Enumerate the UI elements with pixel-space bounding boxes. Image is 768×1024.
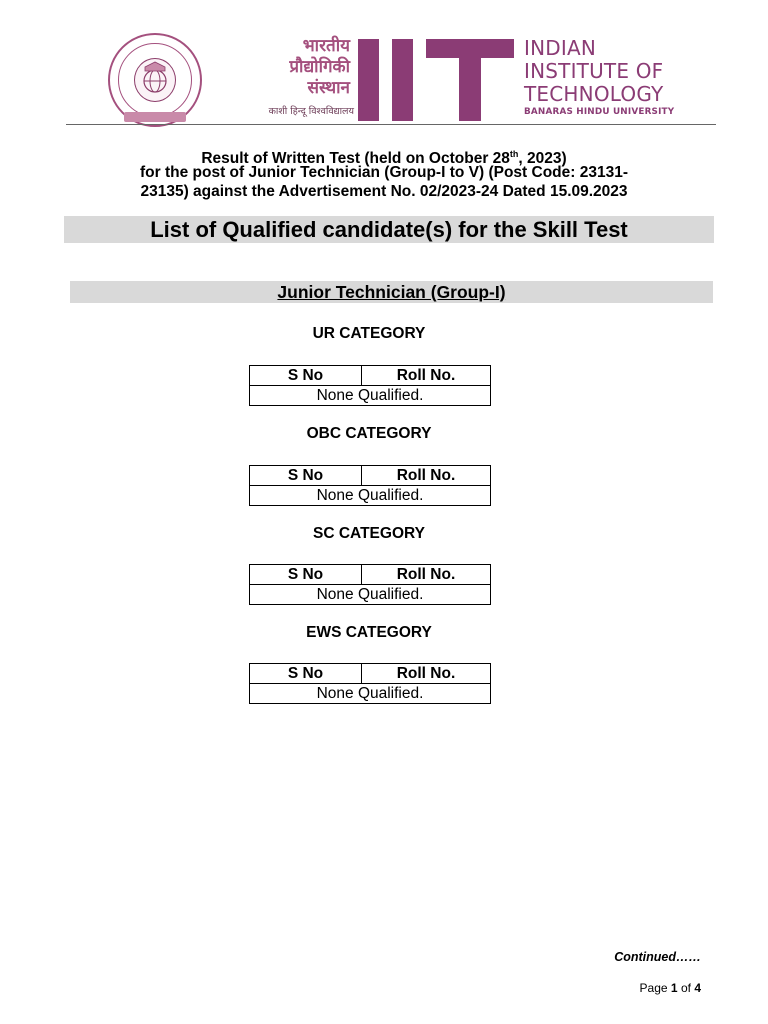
iit-logo-letter-i1 xyxy=(358,39,379,121)
result-title-superscript: th xyxy=(509,149,519,159)
hindi-name-line-1: भारतीय xyxy=(302,36,350,56)
continued-note: Continued…… xyxy=(614,950,701,964)
page-current: 1 xyxy=(670,981,678,995)
header-sno: S No xyxy=(250,366,362,386)
seal-ribbon xyxy=(124,112,186,122)
result-title-suffix: , 2023) xyxy=(518,150,567,168)
header-roll-no: Roll No. xyxy=(362,466,491,486)
header-roll-no: Roll No. xyxy=(362,565,491,585)
page-label: Page xyxy=(639,981,668,995)
table-header-row xyxy=(250,366,491,386)
page-total: 4 xyxy=(694,981,701,995)
result-table-ur xyxy=(249,365,491,406)
result-table-sc xyxy=(249,564,491,605)
result-cell: None Qualified. xyxy=(250,486,491,506)
result-cell: None Qualified. xyxy=(250,386,491,406)
main-heading: List of Qualified candidate(s) for the Skill Test xyxy=(64,216,714,243)
hindi-name-line-2: प्रौद्योगिकी xyxy=(289,57,350,77)
result-cell: None Qualified. xyxy=(250,585,491,605)
university-name-hindi: काशी हिन्दू विश्वविद्यालय xyxy=(268,106,354,117)
header-divider xyxy=(66,124,716,125)
iit-logo-letter-t-stem xyxy=(459,39,481,121)
result-cell: None Qualified. xyxy=(250,684,491,704)
english-name-line-1: INDIAN xyxy=(524,36,597,60)
group-heading-text: Junior Technician (Group-I) xyxy=(277,282,506,302)
table-row xyxy=(250,386,491,406)
category-title-sc: SC CATEGORY xyxy=(313,525,425,542)
header-sno: S No xyxy=(250,466,362,486)
table-header-row xyxy=(250,466,491,486)
university-name-english: BANARAS HINDU UNIVERSITY xyxy=(524,107,675,117)
english-name-line-3: TECHNOLOGY xyxy=(524,82,664,106)
header-sno: S No xyxy=(250,664,362,684)
header-roll-no: Roll No. xyxy=(362,366,491,386)
table-header-row xyxy=(250,565,491,585)
table-row xyxy=(250,585,491,605)
table-header-row xyxy=(250,664,491,684)
category-title-ews: EWS CATEGORY xyxy=(306,624,432,641)
result-table-ews xyxy=(249,663,491,704)
category-title-ur: UR CATEGORY xyxy=(312,325,426,342)
table-row xyxy=(250,486,491,506)
result-table-obc xyxy=(249,465,491,506)
result-title-line-2: for the post of Junior Technician (Group-I to V) (Post Code: 23131- xyxy=(140,164,628,181)
group-heading xyxy=(70,281,713,303)
institute-name-hindi xyxy=(232,36,350,99)
page-of: of xyxy=(680,981,691,995)
result-title-prefix: Result of Written Test (held on October 28 xyxy=(201,150,510,168)
header-roll-no: Roll No. xyxy=(362,664,491,684)
page-number xyxy=(580,981,701,995)
globe-icon xyxy=(135,59,175,101)
table-row xyxy=(250,684,491,704)
institute-seal-emblem xyxy=(134,58,176,102)
header-sno: S No xyxy=(250,565,362,585)
hindi-name-line-3: संस्थान xyxy=(307,78,350,98)
result-title-line-3: 23135) against the Advertisement No. 02/2023-24 Dated 15.09.2023 xyxy=(140,183,628,200)
iit-logo-letter-i2 xyxy=(392,39,413,121)
category-title-obc: OBC CATEGORY xyxy=(306,425,432,442)
institute-name-english xyxy=(524,37,714,106)
english-name-line-2: INSTITUTE OF xyxy=(524,59,664,83)
